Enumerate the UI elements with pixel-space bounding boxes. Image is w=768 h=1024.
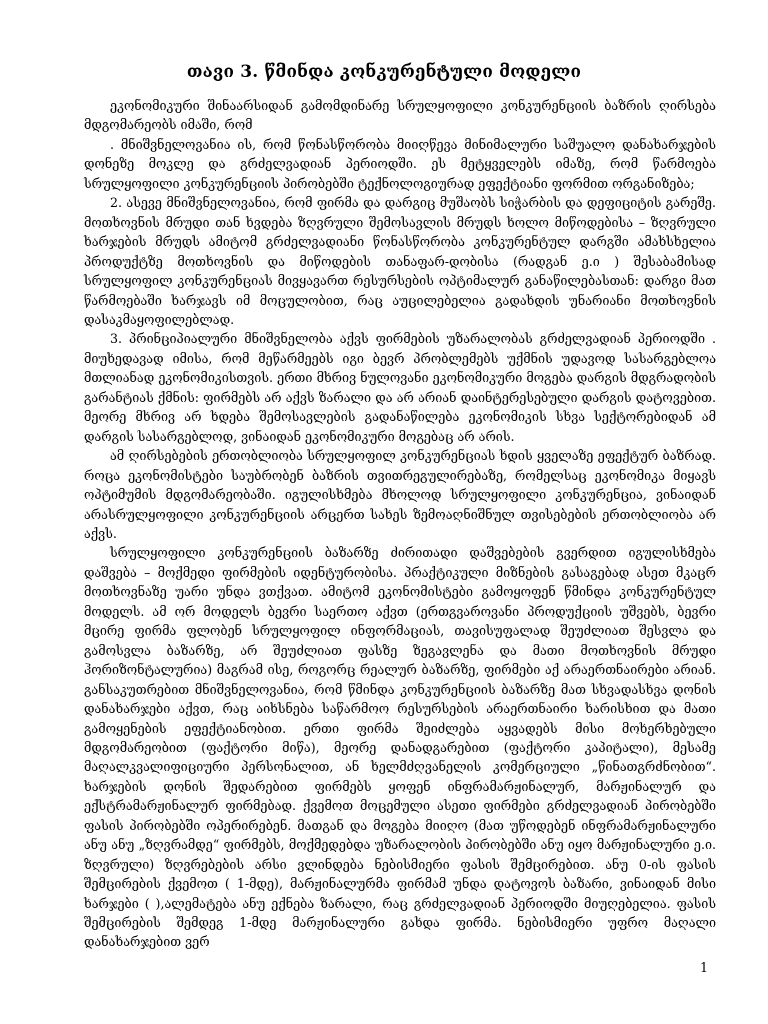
chapter-title: თავი 3. წმინდა კონკურენტული მოდელი <box>186 62 582 82</box>
paragraph-point-3: 3. პრინციპიალური მნიშვნელობა აქვს ფირმების უზარალობას გრძელვადიან პერიოდში . მიუხედავად იმისა, რომ მეწარმეებს იგი ბევრ პრობლემებს უქმნის უდავოდ სასარგებლოა მთლიანად ეკონომიკისთვის. ერთი მხრივ ნულოვანი ეკონომიკური მოგება დარგის მდგრადობის გარანტიას ქმნის: ფირმებს არ აქვს ზარალი და არ არიან დაინტერესებული დარგის დატოვებით. მეორე მხრივ არ ხდება შემოსავლების გადანაწილება ეკონომიკის სხვა სექტორებიდან ამ დარგის სასარგებლოდ, ვინაიდან ეკონომიკური მოგებაც არ არის. <box>84 331 716 444</box>
paragraph-point-2: 2. ასევე მნიშვნელოვანია, რომ ფირმა და დარგიც მუშაობს სიჭარბის და დეფიციტის გარეშე. მოთხოვნის მრუდი თან ხვდება ზღვრული შემოსავლის მრუდს ხოლო მიწოდებისა – ზღვრული ხარჯების მრუდს ამიტომ გრძელვადიანი წონასწორობა კონკურენტულ დარგში ამახსხელია პროდუქტზე მოთხოვნის და მიწოდების თანაფარ-დობისა (რადგან ე.ი ) შესაბამისად სრულყოფილ კონკურენციას მივყავართ რესურსების ოპტიმალურ განაწილებასთან: დარგი მათ წარმოებაში ხარჯავს იმ მოცულობით, რაც აუცილებელია გადახდის უნარიანი მოთხოვნის დასაკმაყოფილებლად. <box>84 195 716 327</box>
paragraph-point-1: . მნიშვნელოვანია ის, რომ წონასწორობა მიიღწევა მინიმალური საშუალო დანახარჯების დონეზე მოკლე და გრძელვადიან პერიოდში. ეს მეტყველებს იმაზე, რომ წარმოება სრულყოფილი კონკურენციის პირობებში ტექნოლოგიურად ეფექტიანი ფორმით ორგანიზება; <box>84 136 716 191</box>
paragraph-pure-competition: სრულყოფილი კონკურენციის ბაზარზე ძირითადი დაშვებების გვერდით იგულისხმება დაშვება – მოქმედი ფირმების იდენტურობისა. პრაქტიკული მიზნების გასაგებად ასეთ მკაცრ მოთხოვნაზე უარი უნდა ვთქვათ. ამიტომ ეკონომისტები გამოყოფენ წმინდა კონკურენტულ მოდელს. ამ ორ მოდელს ბევრი საერთო აქვთ (ერთგვაროვანი პროდუქციის უშვებს, ბევრი მცირე ფირმა ფლობენ სრულყოფილ ინფორმაციას, თავისუფალად შეუძლიათ შესვლა და გამოსვლა ბაზარზე, არ შეუძლიათ ფასზე ზეგავლენა და მათი მოთხოვნის მრუდი ჰორიზონტალურია) მაგრამ ისე, როგორც რეალურ ბაზარზე, ფირმები აქ არაერთნაირები არიან. განსაკუთრებით მნიშვნელოვანია, რომ წმინდა კონკურენციის ბაზარზე მათ სხვადასხვა დონის დანახარჯები აქვთ, რაც აიხსნება საწარმოო რესურსების არაერთნაირი ხარისხით და მათი გამოყენების ეფექტიანობით. ერთი ფირმა შეიძლება აყვადებს მისი მოხერხებული მდგომარეობით (ფაქტორი მიწა), მეორე დანადგარებით (ფაქტორი კაპიტალი), მესამე მაღალკვალიფიციური პერსონალით, ან ხელმძღვანელის კომერციული „წინათგრძნობით“. ხარჯების დონის შედარებით ფირმებს ყოფენ ინფრამარჟინალურ, მარჟინალურ და ექსტრამარჟინალურ ფირმებად. ქვემოთ მოცემული ასეთი ფირმები გრძელვადიან პირობებში ფასის პირობებში ოპერირებენ. მათგან და მოგება მიიღო (მათ უწოდებენ ინფრამარჟინალური ანუ ანუ „ზღვრამდე“ ფირმებს, მოქმედებდა უზარალობის პირობებში ანუ იყო მარჟინალური ე.ი. ზღვრული) ზღვრებების არსი ვლინდება ნებისმიერი ფასის შემცირებით. ანუ 0-ის ფასის შემცირების ქვემოთ ( 1-მდე), მარჟინალურმა ფირმამ უნდა დატოვოს ბაზარი, ვინაიდან მისი ხარჯები ( ),ალემატება ანუ ექნება ზარალი, რაც გრძელვადიან პერიოდში მიუღებელია. ფასის შემცირების შემდეგ 1-მდე მარჟინალური გახდა ფირმა. ნებისმიერი უფრო მაღალი დანახარჯებით ვერ <box>84 545 716 950</box>
paragraph-efficiency: ამ ღირსებების ერთობლიობა სრულყოფილ კონკურენციას ხდის ყველაზე ეფექტურ ბაზრად. როცა ეკონომისტები საუბრობენ ბაზრის თვითრეგულირებაზე, რომელსაც ეკონომიკა მიყავს ოპტიმუმის მდგომარეობაში. იგულისხმება მხოლოდ სრულყოფილი კონკურენცია, ვინაიდან არასრულყოფილი კონკურენციის არცერთ სახეს ზემოაღნიშნულ თვისებების ერთობლიობა არ აქვს. <box>84 448 716 541</box>
document-body <box>84 96 716 952</box>
paragraph-intro: ეკონომიკური შინაარსიდან გამომდინარე სრულყოფილი კონკურენციის ბაზრის ღირსება მდგომარეობს იმაში, რომ <box>84 98 716 133</box>
page-number: 1 <box>699 960 708 975</box>
